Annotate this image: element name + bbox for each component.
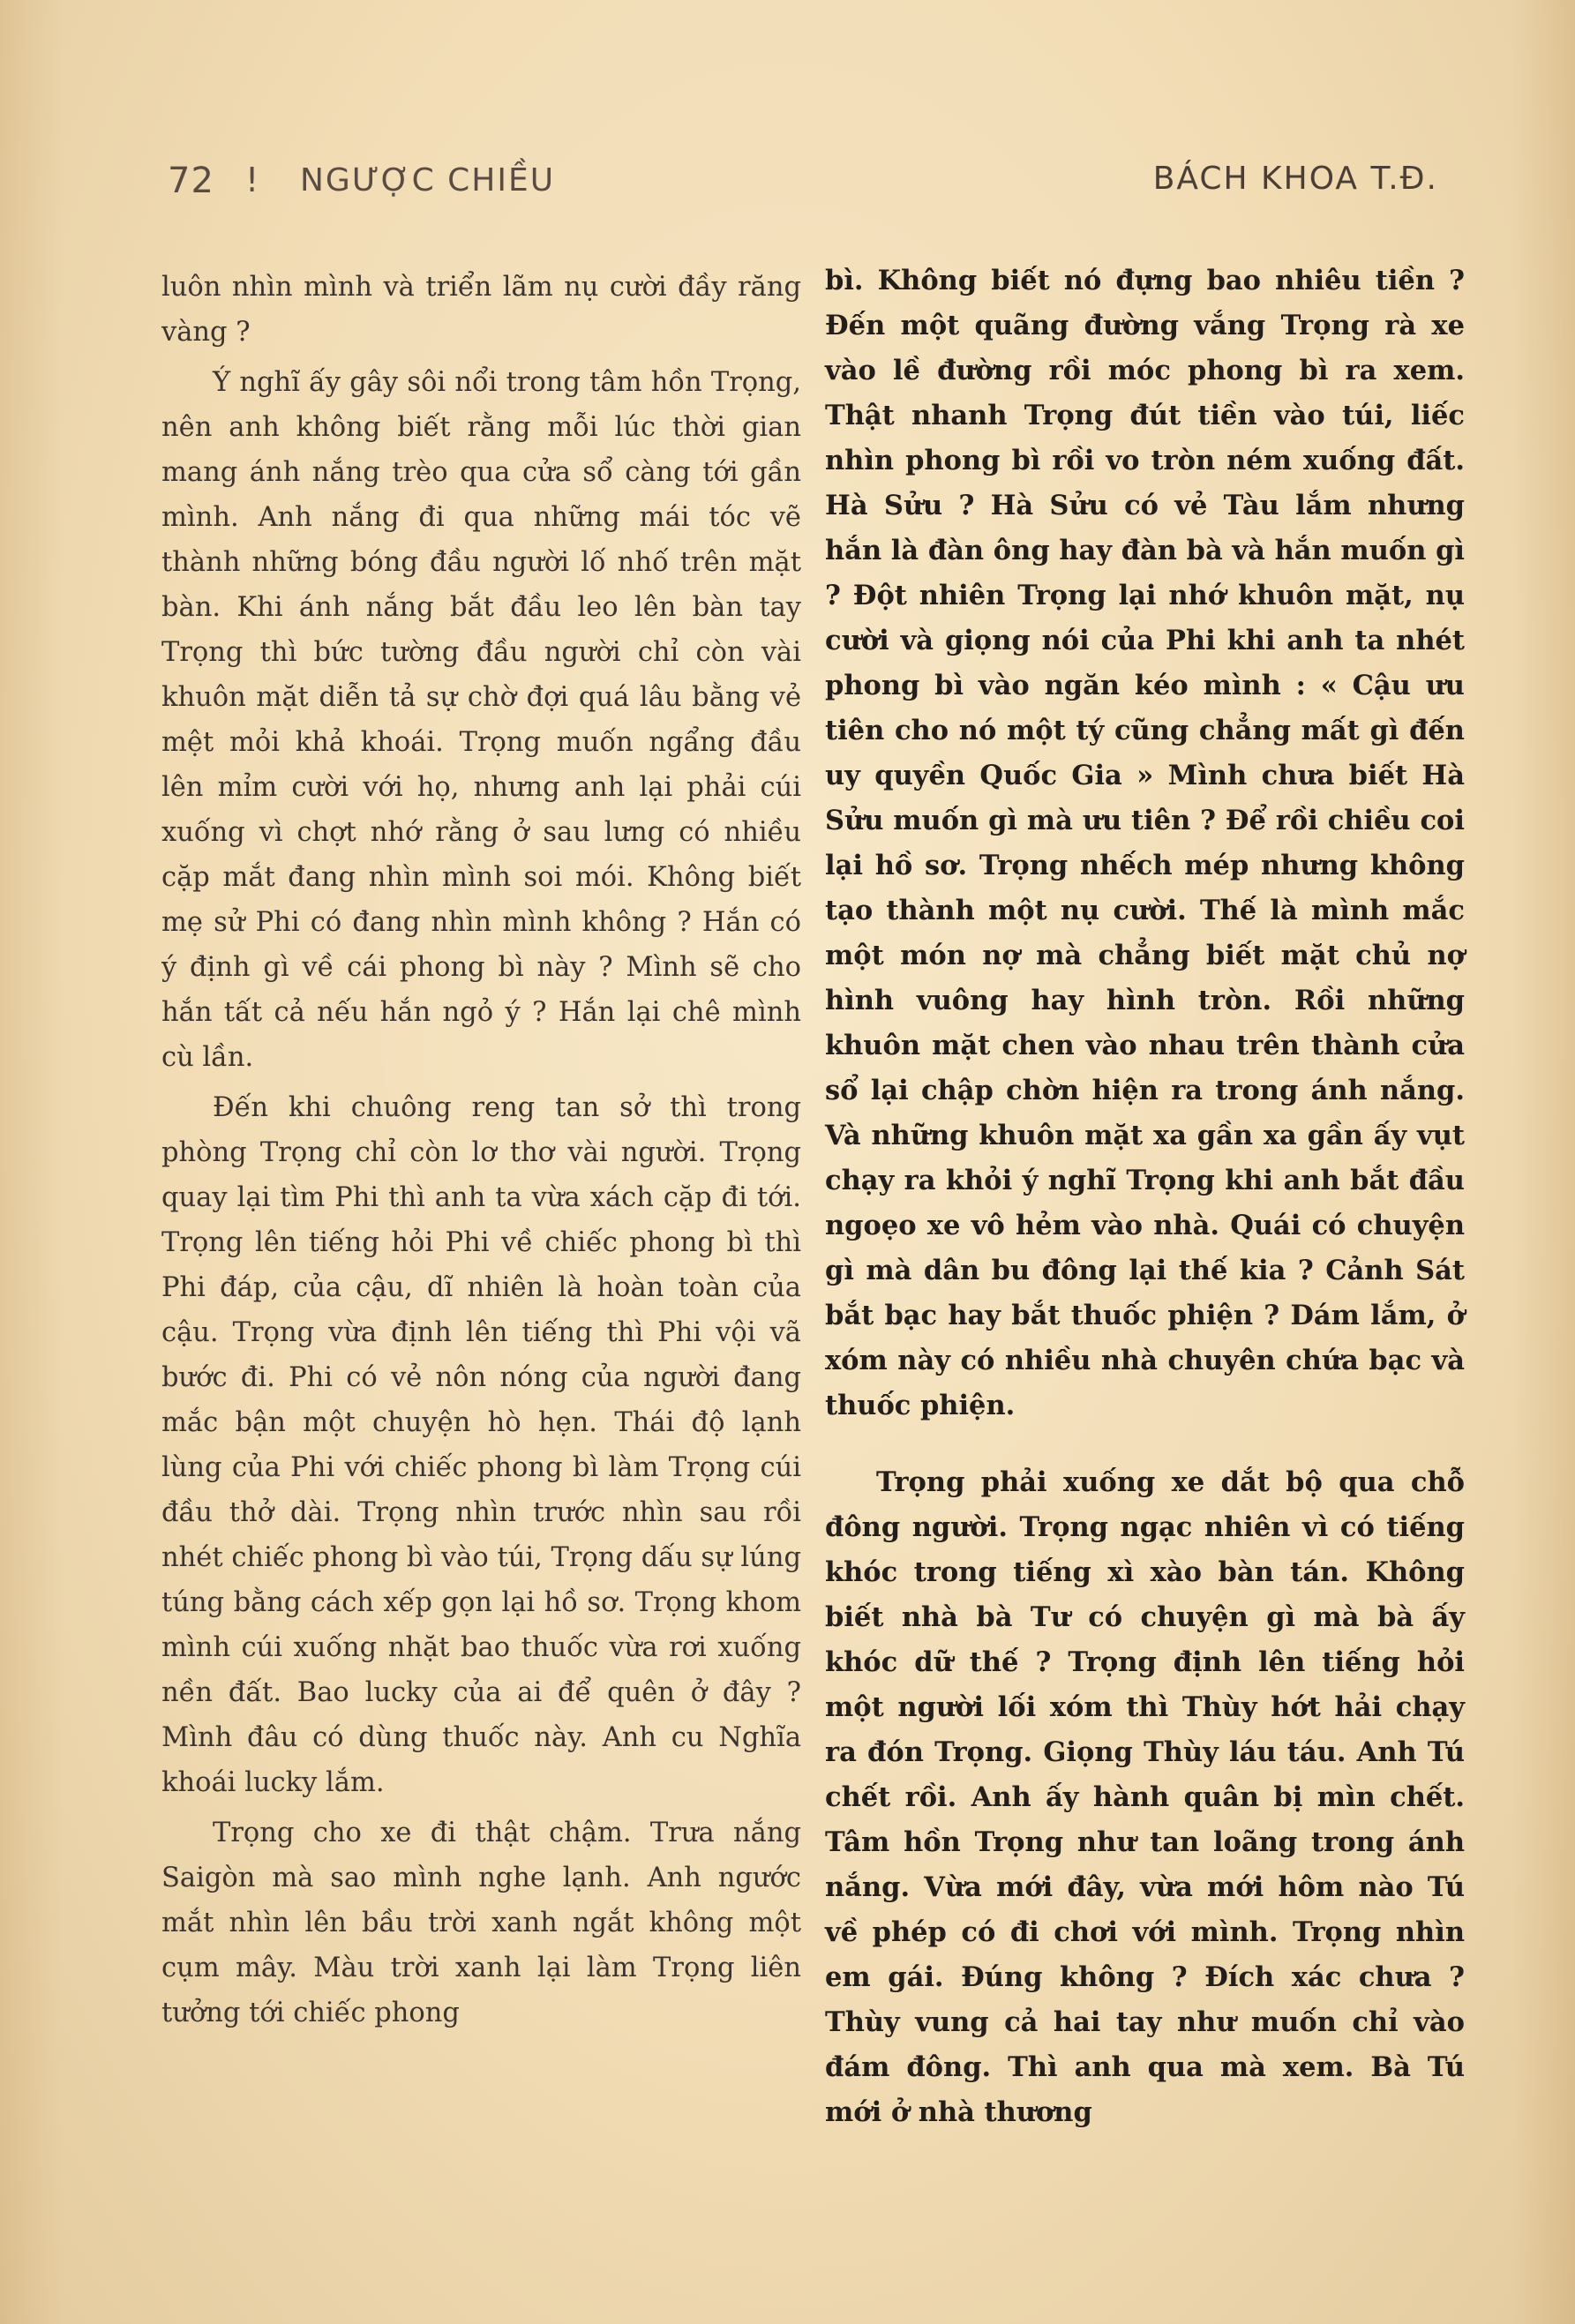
page-header — [168, 161, 1438, 214]
page-number: 72 — [168, 161, 214, 201]
left-column — [161, 265, 801, 2035]
paragraph: Trọng cho xe đi thật chậm. Trưa nắng Saigòn mà sao mình nghe lạnh. Anh ngước mắt nhìn lên bầu trời xanh ngắt không một cụm mây. Màu trời xanh lại làm Trọng liên tưởng tới chiếc phong — [161, 1818, 801, 2028]
paragraph: Đến khi chuông reng tan sở thì trong phòng Trọng chỉ còn lơ thơ vài người. Trọng quay lại tìm Phi thì anh ta vừa xách cặp đi tới. Trọng lên tiếng hỏi Phi về chiếc phong bì thì Phi đáp, của cậu, dĩ nhiên là hoàn toàn của cậu. Trọng vừa định lên tiếng thì Phi vội vã bước đi. Phi có vẻ nôn nóng của người đang mắc bận một chuyện hò hẹn. Thái độ lạnh lùng của Phi với chiếc phong bì làm Trọng cúi đầu thở dài. Trọng nhìn trước nhìn sau rồi nhét chiếc phong bì vào túi, Trọng dấu sự lúng túng bằng cách xếp gọn lại hồ sơ. Trọng khom mình cúi xuống nhặt bao thuốc vừa rơi xuống nền đất. Bao lucky của ai để quên ở đây ? Mình đâu có dùng thuốc này. Anh cu Nghĩa khoái lucky lắm. — [161, 1092, 801, 1798]
paragraph: Ý nghĩ ấy gây sôi nổi trong tâm hồn Trọng, nên anh không biết rằng mỗi lúc thời gian mang ánh nắng trèo qua cửa sổ càng tới gần mình. Anh nắng đi qua những mái tóc vẽ thành những bóng đầu người lố nhố trên mặt bàn. Khi ánh nắng bắt đầu leo lên bàn tay Trọng thì bức tường đầu người chỉ còn vài khuôn mặt diễn tả sự chờ đợi quá lâu bằng vẻ mệt mỏi khả khoái. Trọng muốn ngẩng đầu lên mỉm cười với họ, nhưng anh lại phải cúi xuống vì chợt nhớ rằng ở sau lưng có nhiều cặp mắt đang nhìn mình soi mói. Không biết mẹ sử Phi có đang nhìn mình không ? Hắn có ý định gì về cái phong bì này ? Mình sẽ cho hắn tất cả nếu hắn ngỏ ý ? Hắn lại chê mình cù lần. — [161, 367, 801, 1073]
header-separator: ! — [245, 161, 259, 199]
section-title: NGƯỢC CHIỀU — [300, 162, 556, 199]
magazine-title: BÁCH KHOA T.Đ. — [1152, 161, 1438, 197]
paragraph: bì. Không biết nó đựng bao nhiêu tiền ? Đến một quãng đường vắng Trọng rà xe vào lề đường rồi móc phong bì ra xem. Thật nhanh Trọng đút tiền vào túi, liếc nhìn phong bì rồi vo tròn ném xuống đất. Hà Sửu ? Hà Sửu có vẻ Tàu lắm nhưng hắn là đàn ông hay đàn bà và hắn muốn gì ? Đột nhiên Trọng lại nhớ khuôn mặt, nụ cười và giọng nói của Phi khi anh ta nhét phong bì vào ngăn kéo mình : « Cậu ưu tiên cho nó một tý cũng chẳng mất gì đến uy quyền Quốc Gia » Mình chưa biết Hà Sửu muốn gì mà ưu tiên ? Để rồi chiều coi lại hồ sơ. Trọng nhếch mép nhưng không tạo thành một nụ cười. Thế là mình mắc một món nợ mà chẳng biết mặt chủ nợ hình vuông hay hình tròn. Rồi những khuôn mặt chen vào nhau trên thành cửa sổ lại chập chờn hiện ra trong ánh nắng. Và những khuôn mặt xa gần xa gần ấy vụt chạy ra khỏi ý nghĩ Trọng khi anh bắt đầu ngoẹo xe vô hẻm vào nhà. Quái có chuyện gì mà dân bu đông lại thế kia ? Cảnh Sát bắt bạc hay bắt thuốc phiện ? Dám lắm, ở xóm này có nhiều nhà chuyên chứa bạc và thuốc phiện. — [825, 265, 1465, 1421]
paragraph: luôn nhìn mình và triển lãm nụ cười đầy răng vàng ? — [161, 272, 801, 348]
paragraph: Trọng phải xuống xe dắt bộ qua chỗ đông người. Trọng ngạc nhiên vì có tiếng khóc trong tiếng xì xào bàn tán. Không biết nhà bà Tư có chuyện gì mà bà ấy khóc dữ thế ? Trọng định lên tiếng hỏi một người lối xóm thì Thùy hớt hải chạy ra đón Trọng. Giọng Thùy láu táu. Anh Tú chết rồi. Anh ấy hành quân bị mìn chết. Tâm hồn Trọng như tan loãng trong ánh nắng. Vừa mới đây, vừa mới hôm nào Tú về phép có đi chơi với mình. Trọng nhìn em gái. Đúng không ? Đích xác chưa ? Thùy vung cả hai tay như muốn chỉ vào đám đông. Thì anh qua mà xem. Bà Tú mới ở nhà thương — [825, 1466, 1465, 2128]
right-column — [825, 259, 1465, 2135]
